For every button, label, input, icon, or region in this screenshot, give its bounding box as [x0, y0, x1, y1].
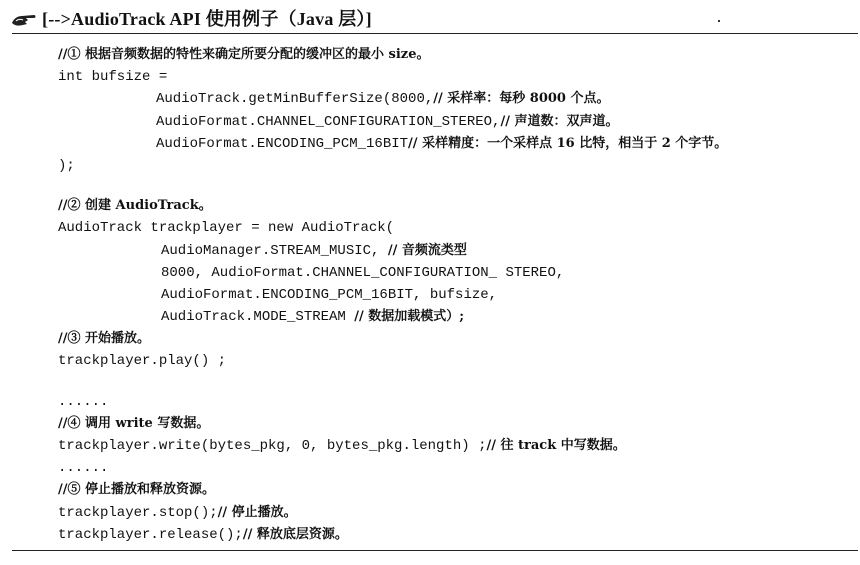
code-comment: // 往 track 中写数据。 — [486, 438, 626, 453]
section-title: [-->AudioTrack API 使用例子（Java 层）] — [42, 9, 372, 29]
code-text: AudioFormat.CHANNEL_CONFIGURATION_STEREO, — [156, 113, 501, 130]
code-line — [58, 435, 860, 457]
pointing-hand-icon — [10, 7, 38, 29]
code-line — [58, 413, 860, 435]
code-text: trackplayer.release(); — [58, 526, 243, 543]
code-comment: //① 根据音频数据的特性来确定所要分配的缓冲区的最小 size。 — [58, 47, 430, 62]
code-line: int bufsize = — [58, 69, 168, 86]
bottom-rule — [12, 550, 858, 551]
code-line: trackplayer.play() ; — [58, 353, 227, 370]
code-line: 8000, AudioFormat.CHANNEL_CONFIGURATION_ STEREO, — [161, 264, 565, 281]
code-line — [58, 133, 860, 155]
code-text: AudioManager.STREAM_MUSIC, — [161, 242, 388, 259]
code-comment: //⑤ 停止播放和释放资源。 — [58, 482, 216, 498]
code-comment: // 声道数：双声道。 — [500, 113, 619, 129]
code-comment: //③ 开始播放。 — [58, 331, 151, 347]
code-line: ); — [58, 157, 75, 174]
ellipsis-line: ...... — [58, 393, 109, 410]
code-line — [58, 328, 860, 350]
code-line — [58, 479, 860, 501]
code-line — [58, 88, 860, 110]
code-line — [58, 44, 860, 66]
code-line — [58, 502, 860, 524]
code-text: AudioFormat.ENCODING_PCM_16BIT — [156, 135, 409, 152]
code-text: AudioTrack.MODE_STREAM — [161, 309, 355, 326]
code-block — [58, 44, 860, 546]
code-line — [58, 111, 860, 133]
code-line: AudioTrack trackplayer = new AudioTrack( — [58, 220, 395, 237]
code-comment: // 释放底层资源。 — [242, 526, 348, 542]
code-comment: // 采样精度：一个采样点 16 比特，相当于 2 个字节。 — [408, 135, 728, 151]
code-line: AudioFormat.ENCODING_PCM_16BIT, bufsize, — [161, 286, 498, 303]
stray-dot — [718, 20, 720, 22]
ellipsis-line: ...... — [58, 460, 109, 477]
code-comment: // 采样率：每秒 8000 个点。 — [433, 91, 610, 107]
code-comment: // 停止播放。 — [217, 504, 297, 520]
code-text: AudioTrack.getMinBufferSize(8000, — [156, 91, 434, 108]
code-comment: // 音频流类型 — [387, 242, 467, 258]
code-line — [58, 306, 860, 328]
code-line — [58, 524, 860, 546]
code-comment: //② 创建 AudioTrack。 — [58, 198, 212, 214]
code-text: trackplayer.write(bytes_pkg, 0, bytes_pkg.length) ; — [58, 438, 487, 454]
code-comment: //④ 调用 write 写数据。 — [58, 415, 210, 431]
blank-line — [58, 177, 860, 195]
code-line — [58, 240, 860, 262]
top-rule — [12, 33, 858, 34]
code-comment: // 数据加载模式）; — [354, 309, 465, 325]
code-text: trackplayer.stop(); — [58, 504, 218, 521]
blank-line — [58, 373, 860, 391]
code-line — [58, 195, 860, 217]
section-header — [10, 3, 860, 33]
